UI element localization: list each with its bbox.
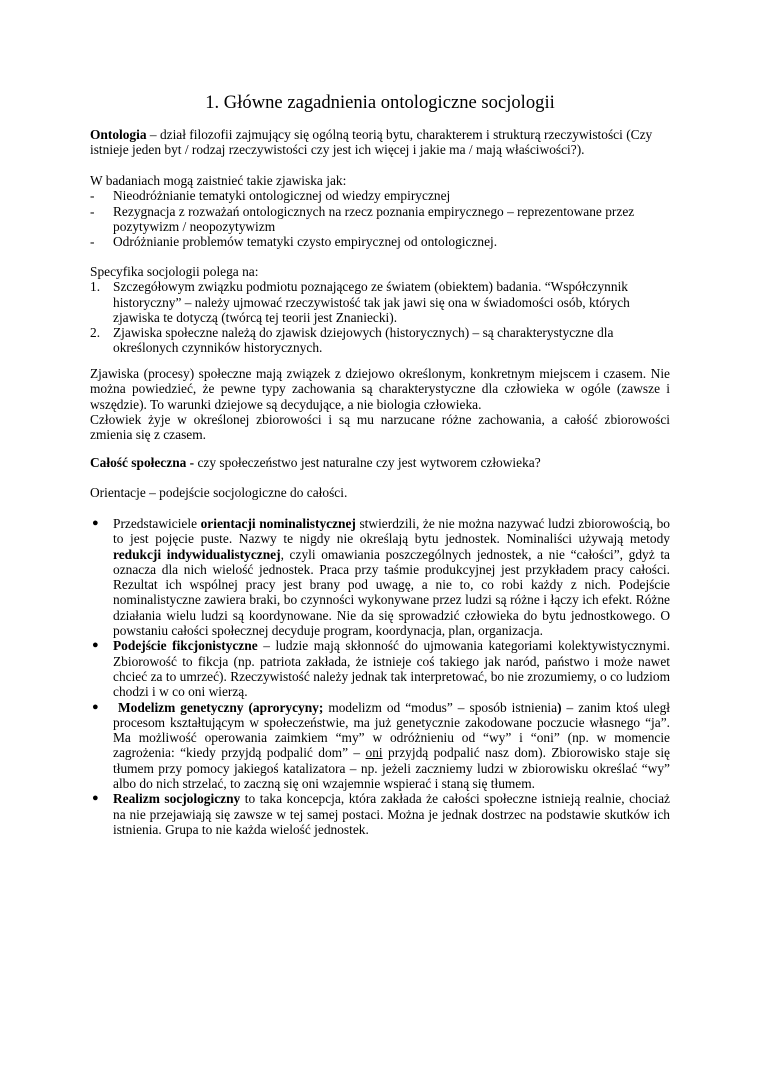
social-whole-question [90,455,670,470]
orientations-list [90,516,670,837]
list-item-nominalist [90,516,670,638]
dash-marker: - [90,203,95,219]
phenomena-intro: W badaniach mogą zaistnieć takie zjawiska jak: [90,173,347,188]
bold-term: Podejście fikcjonistyczne [113,638,258,654]
bold-term: Realizm socjologiczny [113,791,241,807]
specifics-item-text: Szczegółowym związku podmiotu poznającego ze światem (obiektem) badania. “Współczynnik historyczny” – należy ujmować rzeczywistość tak jak jawi się ona w świadomości osób, których zjawiska te dotyczą (twórcą tej teorii jest Znaniecki). [113,279,630,325]
bullet-icon: ● [92,517,99,529]
list-item-fictional [90,638,670,699]
processes-text: Zjawiska (procesy) społeczne mają związek z dziejowo określonym, konkretnym miejscem i czasem. Nie można powiedzieć, że pewne typy zachowania są charakterystyczne dla człowieka w ogóle (zawsze i wszędzie). To warunki dziejowe są decydujące, a nie biologia człowieka. [90,366,670,412]
text-run: Przedstawiciele [113,516,201,531]
social-whole-question-text: czy społeczeństwo jest naturalne czy jest wytworem człowieka? [194,455,541,470]
text-run: przyjdą podpalić nasz dom). Zbiorowisko staje się tłumem przy pomocy jakiegoś katalizatora – np. jeżeli zaczniemy ludzi w zbiorowisku określać “wy” albo do nich strzelać, to zaczną się oni wzajemnie wspierać i staną się tłumem. [113,745,670,792]
ontology-definition-text: – dział filozofii zajmujący się ogólną teorią bytu, charakterem i strukturą rzeczywistości (Czy istnieje jeden byt / rodzaj rzeczywistości czy jest ich więcej i jakie ma / mają właściwości?). [90,127,653,158]
bold-term: Modelizm genetyczny (aprorycyny; [118,699,324,715]
underlined-word: oni [365,745,383,761]
specifics-item-text: Zjawiska społeczne należą do zjawisk dziejowych (historycznych) – są charakterystyczne dla określonych czynników historycznych. [113,325,614,356]
human-text: Człowiek żyje w określonej zbiorowości i są mu narzucane różne zachowania, a całość zbiorowości zmienia się z czasem. [90,411,670,443]
specifics-intro: Specyfika socjologii polega na: [90,264,259,279]
phenomena-item-text: Rezygnacja z rozważań ontologicznych na rzecz poznania empirycznego – reprezentowane przez pozytywizm / neopozytywizm [113,203,635,234]
processes-paragraph [90,366,670,442]
list-item [90,234,670,249]
phenomena-section [90,173,670,249]
ontology-definition [90,127,670,158]
bullet-icon: ● [92,639,99,652]
bold-term: orientacji nominalistycznej [200,516,356,531]
text-run: modelizm od “modus” – sposób istnienia [323,699,558,715]
orientations-intro [90,485,670,500]
list-item [90,325,670,356]
text-run: – zanim ktoś uległ procesom kształtującym w społeczeństwie, ma już genetycznie zakodowane poczucie własnego “ja”. Ma możliwość operowania zaimkiem “my” w odróżnieniu od “wy” i “oni” (np. w momencie zagrożenia: “kiedy przyjdą podpalić dom” – [113,699,670,761]
list-item-genetic [90,700,670,792]
specifics-section [90,264,670,356]
text-run: , czyli omawiania poszczególnych jednostek, a nie “całości”, gdyż ta oznacza dla nich wielość jednostek. Praca przy taśmie produkcyjnej jest przykładem pracy całości. Rezultat ich wspólnej pracy jest brany pod uwagę, a nie to, co robi każdy z nich. Podejście nominalistyczne zawiera braki, bo czynności wykonywane przez ludzi są różne i łączy ich efekt. Różne działania wielu ludzi są koordynowane. Nie da się sprowadzić człowieka do bytu jednostkowego. O powstaniu całości społecznej decyduje program, koordynacja, plan, organizacja. [113,546,670,639]
list-item [90,279,670,325]
text-run: to taka koncepcja, która zakłada że całości społeczne istnieją realnie, chociaż na nie przejawiają się zawsze w tej samej postaci. Można je jednak dostrzec na podstawie skutków ich istnienia. Grupa to nie każda wielość jednostek. [113,791,670,837]
page-title: 1. Główne zagadnienia ontologiczne socjologii [205,92,555,113]
phenomena-item-text: Nieodróżnianie tematyki ontologicznej od wiedzy empirycznej [113,188,451,204]
list-item [90,204,670,235]
number-marker: 1. [90,279,101,295]
bold-term: ) [557,699,562,715]
social-whole-term: Całość społeczna - [90,455,195,470]
ontology-term: Ontologia [90,127,147,142]
dash-marker: - [90,188,95,204]
phenomena-item-text: Odróżnianie problemów tematyki czysto empirycznej od ontologicznej. [113,234,498,250]
bullet-icon: ● [92,792,99,805]
text-run: stwierdzili, że nie można nazywać ludzi zbiorowością, bo to jest pojęcie puste. Nazwy te nigdy nie określają bytu jednostek. Nominaliści używają metody [113,516,671,547]
text-run: – ludzie mają skłonność do ujmowania kategoriami kolektywistycznymi. Zbiorowość to fikcja (np. patriota zakłada, że istnieje coś takiego jak naród, państwo i może nawet chcieć za to umrzeć). Rzeczywistość należy jednak tak interpretować, bo nie zrozumiemy, o co ludziom chodzi i w co oni wierzą. [113,638,670,700]
list-item [90,188,670,203]
bullet-icon: ● [92,700,99,713]
list-item-realism [90,791,670,837]
dash-marker: - [90,234,95,250]
orientations-intro-text: Orientacje – podejście socjologiczne do całości. [90,485,348,500]
number-marker: 2. [90,325,101,341]
bold-term: redukcji indywidualistycznej [113,546,281,562]
